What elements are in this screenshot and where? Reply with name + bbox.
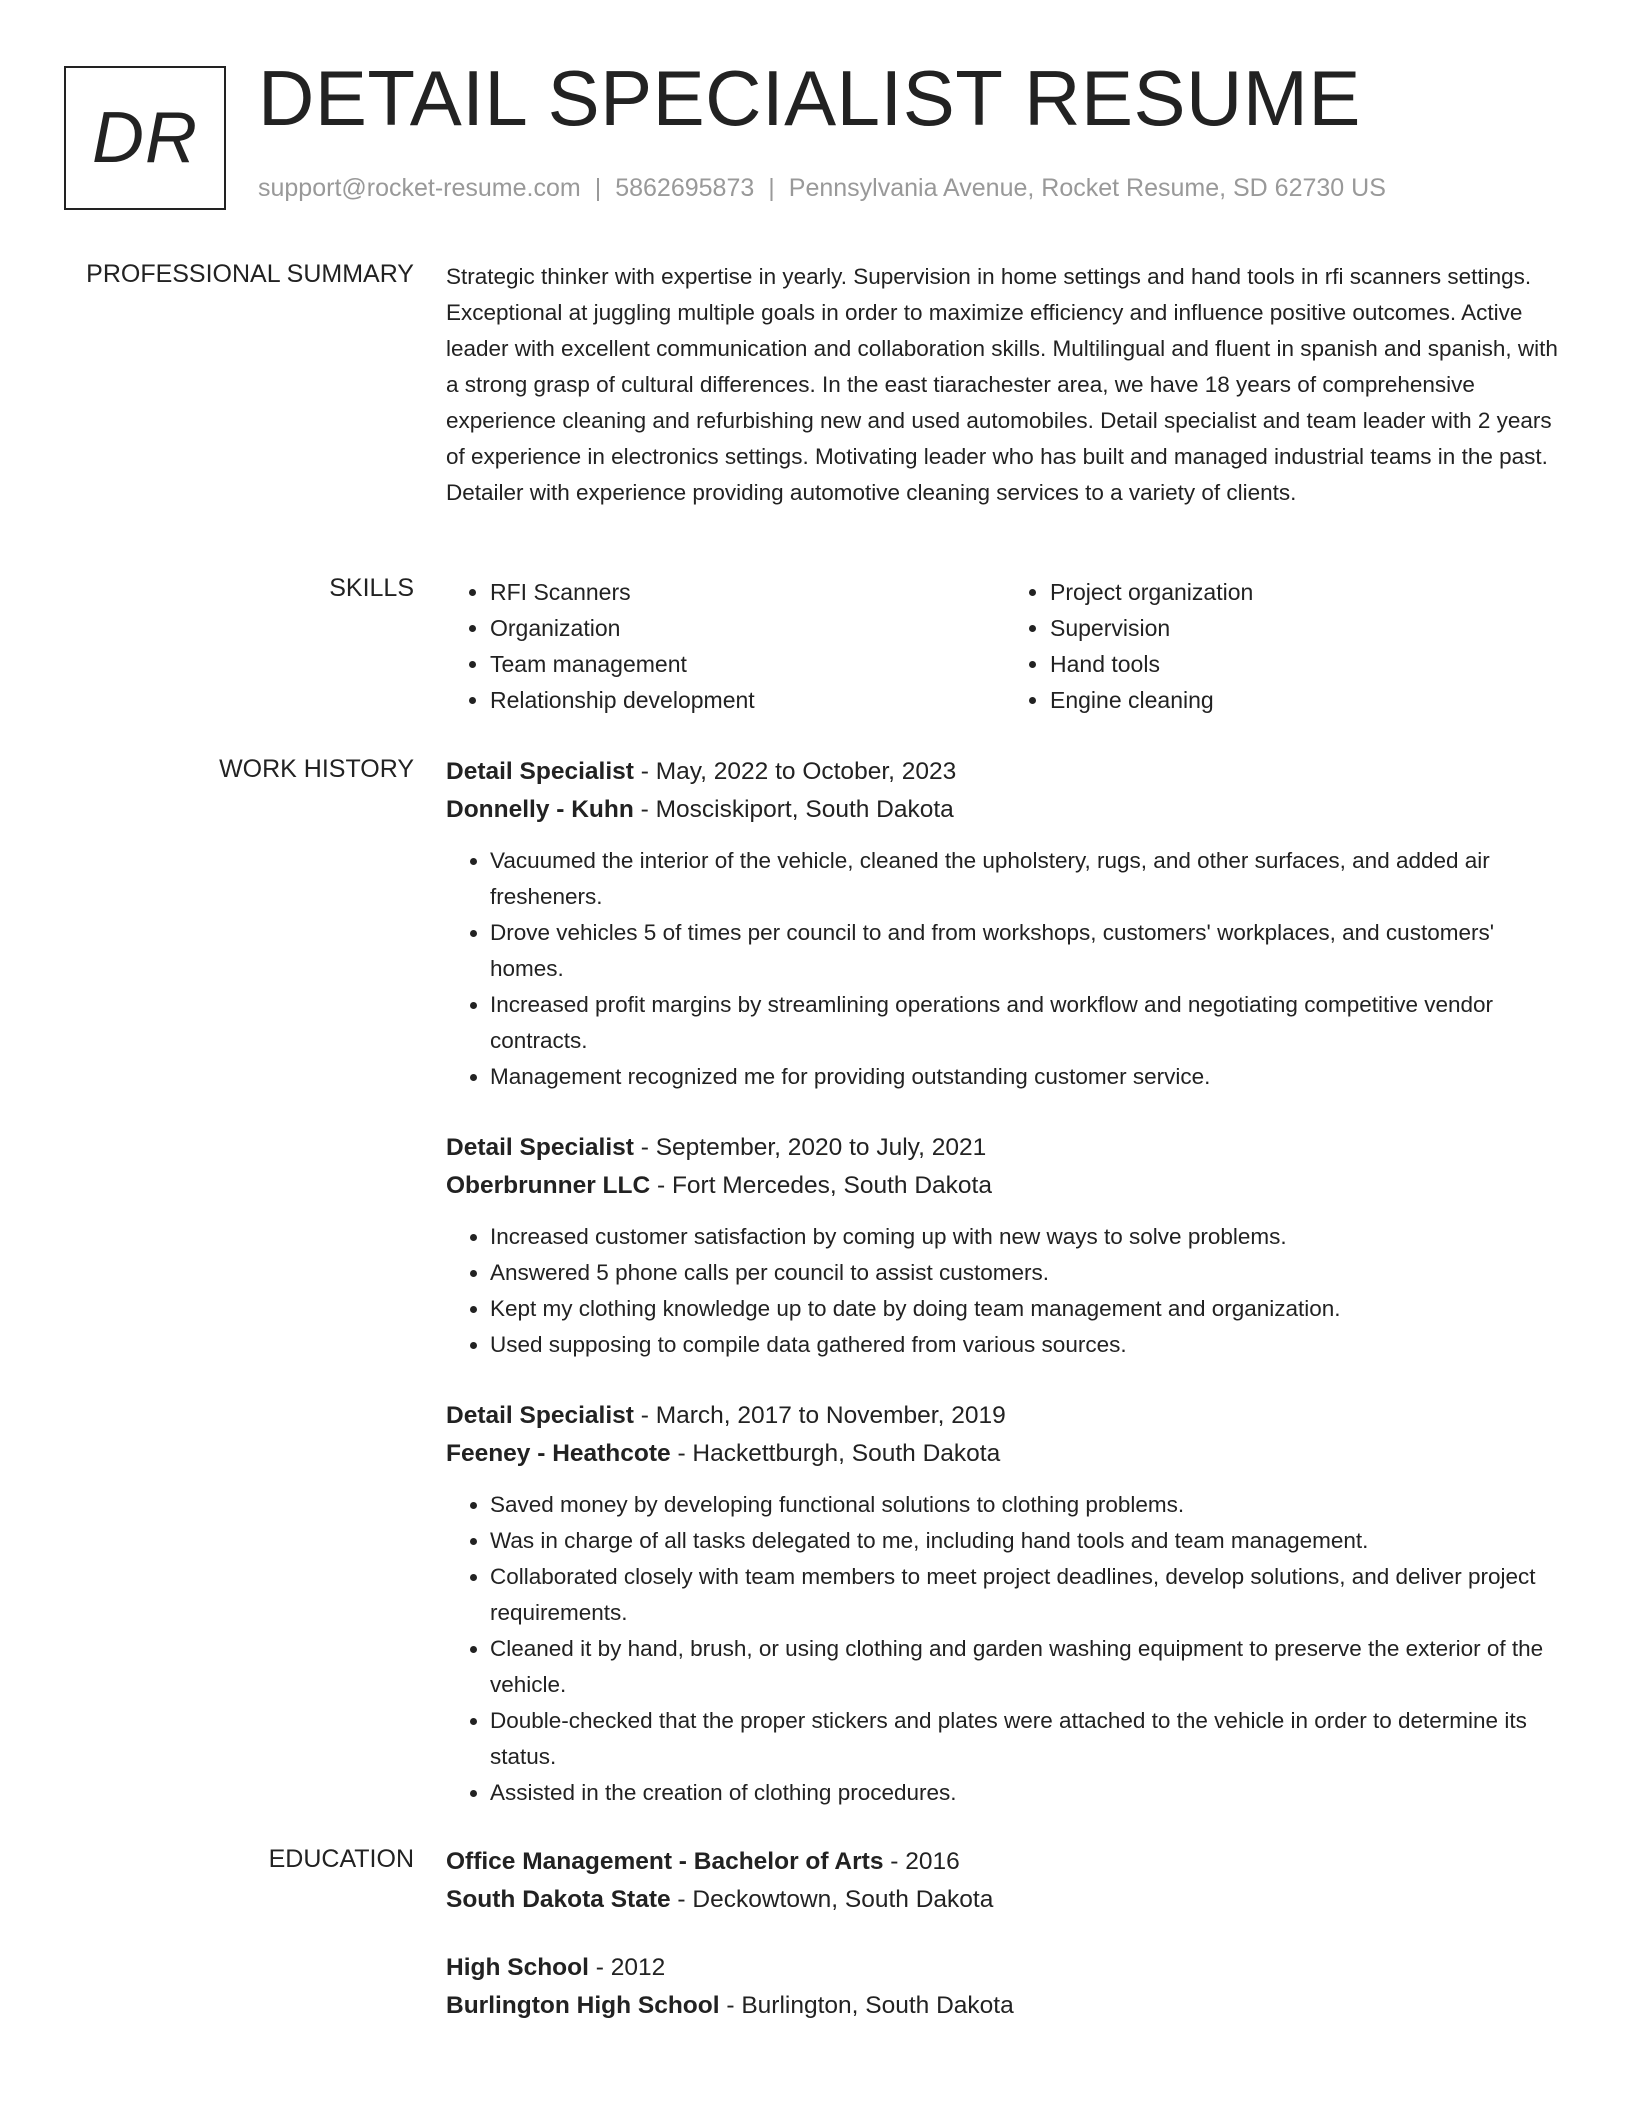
job-location: - Fort Mercedes, South Dakota [650, 1172, 992, 1199]
job-company: Feeney - Heathcote [446, 1440, 671, 1467]
skill-item: • RFI Scanners [490, 574, 1006, 610]
work-history-heading: WORK HISTORY [219, 755, 414, 783]
job-dates: - September, 2020 to July, 2021 [633, 1134, 987, 1161]
job-duties [446, 1487, 1566, 1811]
skills-list [446, 574, 1566, 718]
job-duties [446, 1219, 1566, 1363]
summary-heading: PROFESSIONAL SUMMARY [86, 260, 414, 288]
skills-column-left [446, 574, 1006, 718]
education-school: South Dakota State [446, 1886, 671, 1913]
job-duty: • Answered 5 phone calls per council to assist customers. [490, 1255, 1566, 1291]
job-company: Donnelly - Kuhn [446, 796, 634, 823]
skill-item: • Hand tools [1050, 646, 1566, 682]
monogram-badge [64, 66, 226, 210]
job-location: - Hackettburgh, South Dakota [670, 1440, 1001, 1467]
job-duty: • Increased profit margins by streamlining operations and workflow and negotiating competitive vendor contracts. [490, 987, 1566, 1059]
education-entry [446, 1843, 1566, 1919]
job-title: Detail Specialist [446, 758, 634, 785]
job-title: Detail Specialist [446, 1402, 634, 1429]
job-location: - Mosciskiport, South Dakota [633, 796, 954, 823]
job-duty: • Collaborated closely with team members to meet project deadlines, develop solutions, and deliver project requirements. [490, 1559, 1566, 1631]
contact-separator: | [768, 174, 775, 202]
skill-item: • Project organization [1050, 574, 1566, 610]
skill-item: • Relationship development [490, 682, 1006, 718]
education-body [446, 1843, 1566, 2059]
contact-line [258, 174, 1386, 203]
education-year: - 2016 [883, 1848, 960, 1875]
education-school-line [446, 1881, 1566, 1919]
education-heading: EDUCATION [268, 1845, 414, 1873]
job-duties [446, 843, 1566, 1095]
job-dates: - March, 2017 to November, 2019 [633, 1402, 1006, 1429]
education-school-line [446, 1987, 1566, 2025]
skills-column-right [1006, 574, 1566, 718]
job-duty: • Was in charge of all tasks delegated to me, including hand tools and team management. [490, 1523, 1566, 1559]
summary-text: Strategic thinker with expertise in yearly. Supervision in home settings and hand tools in rfi scanners settings. Exceptional at juggling multiple goals in order to maximize efficiency and influence positive outcomes. Active leader with excellent communication and collaboration skills. Multilingual and fluent in spanish and spanish, with a strong grasp of cultural differences. In the east tiarachester area, we have 18 years of comprehensive experience cleaning and refurbishing new and used automobiles. Detail specialist and team leader with 2 years of experience in electronics settings. Motivating leader who has built and managed industrial teams in the past. Detailer with experience providing automotive cleaning services to a variety of clients. [446, 264, 1558, 505]
skills-heading: SKILLS [329, 574, 414, 602]
job-duty: • Used supposing to compile data gathered from various sources. [490, 1327, 1566, 1363]
skill-item: • Supervision [1050, 610, 1566, 646]
education-location: - Burlington, South Dakota [719, 1992, 1014, 2019]
contact-phone: 5862695873 [615, 174, 755, 202]
job-duty: • Vacuumed the interior of the vehicle, cleaned the upholstery, rugs, and other surfaces, and added air fresheners. [490, 843, 1566, 915]
job-dates: - May, 2022 to October, 2023 [633, 758, 957, 785]
job-title-line [446, 1397, 1566, 1435]
contact-email: support@rocket-resume.com [258, 174, 581, 202]
education-location: - Deckowtown, South Dakota [670, 1886, 994, 1913]
education-degree-line [446, 1949, 1566, 1987]
job-entry [446, 753, 1566, 1095]
job-title: Detail Specialist [446, 1134, 634, 1161]
contact-separator: | [594, 174, 602, 202]
education-degree: High School [446, 1954, 589, 1981]
job-duty: • Assisted in the creation of clothing procedures. [490, 1775, 1566, 1811]
job-company-line [446, 1167, 1566, 1205]
job-title-line [446, 753, 1566, 791]
job-duty: • Saved money by developing functional solutions to clothing problems. [490, 1487, 1566, 1523]
job-duty: • Kept my clothing knowledge up to date by doing team management and organization. [490, 1291, 1566, 1327]
education-degree-line [446, 1843, 1566, 1881]
job-duty: • Increased customer satisfaction by coming up with new ways to solve problems. [490, 1219, 1566, 1255]
resume-title: DETAIL SPECIALIST RESUME [258, 54, 1361, 142]
education-entry [446, 1949, 1566, 2025]
job-title-line [446, 1129, 1566, 1167]
job-duty: • Double-checked that the proper stickers and plates were attached to the vehicle in order to determine its status. [490, 1703, 1566, 1775]
work-history-body [446, 753, 1566, 1845]
education-year: - 2012 [588, 1954, 666, 1981]
job-duty: • Drove vehicles 5 of times per council to and from workshops, customers' workplaces, and customers' homes. [490, 915, 1566, 987]
job-duty: • Cleaned it by hand, brush, or using clothing and garden washing equipment to preserve the exterior of the vehicle. [490, 1631, 1566, 1703]
summary-body [446, 259, 1566, 511]
job-company-line [446, 791, 1566, 829]
education-degree: Office Management - Bachelor of Arts [446, 1848, 884, 1875]
education-school: Burlington High School [446, 1992, 720, 2019]
job-entry [446, 1397, 1566, 1811]
job-duty: • Management recognized me for providing outstanding customer service. [490, 1059, 1566, 1095]
job-entry [446, 1129, 1566, 1363]
monogram-initials: DR [92, 98, 198, 178]
skill-item: • Organization [490, 610, 1006, 646]
contact-address: Pennsylvania Avenue, Rocket Resume, SD 62730 US [788, 174, 1386, 202]
job-company: Oberbrunner LLC [446, 1172, 651, 1199]
skill-item: • Team management [490, 646, 1006, 682]
skill-item: • Engine cleaning [1050, 682, 1566, 718]
job-company-line [446, 1435, 1566, 1473]
